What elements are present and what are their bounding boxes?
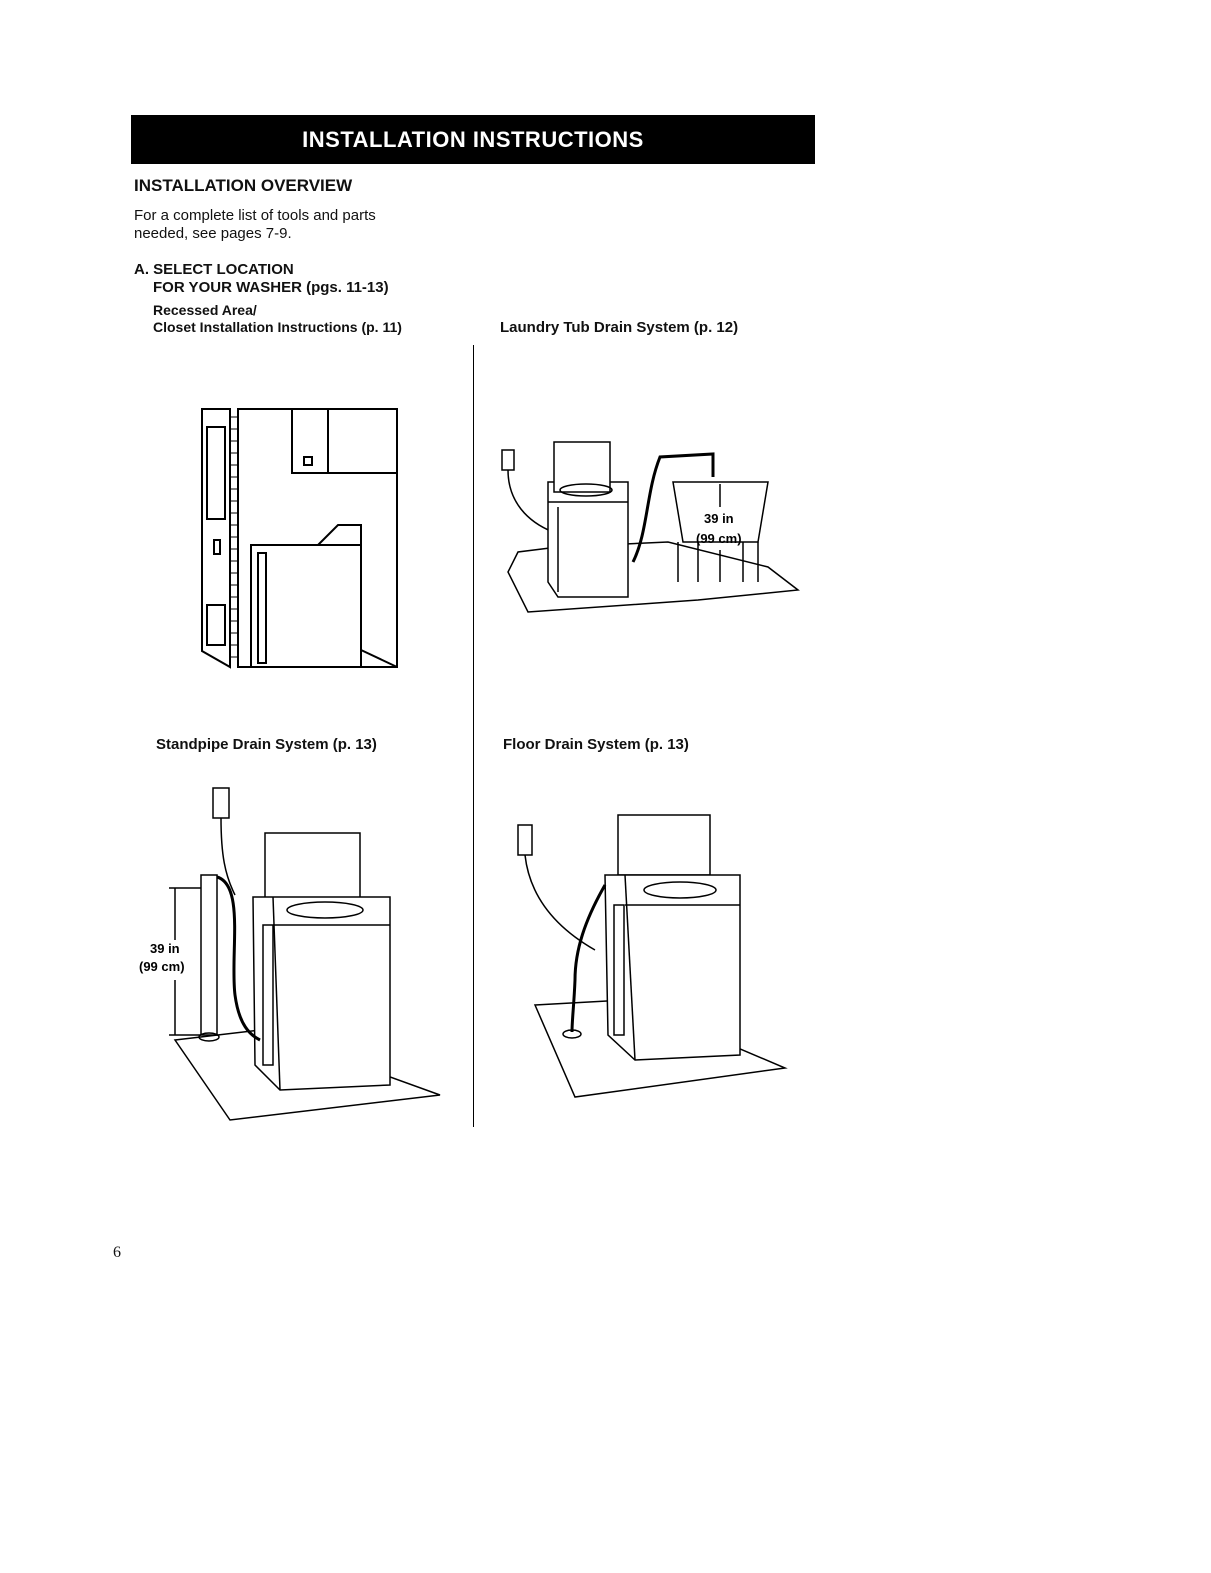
standpipe-height-cm: (99 cm) [139, 959, 185, 974]
floor-drain-illustration [510, 810, 800, 1110]
laundry-tub-illustration [498, 432, 808, 622]
intro-text [134, 207, 454, 243]
page-banner: INSTALLATION INSTRUCTIONS [131, 115, 815, 164]
intro-line-2: needed, see pages 7-9. [134, 225, 292, 242]
standpipe-height-in: 39 in [150, 941, 180, 956]
recessed-closet-caption [153, 302, 402, 336]
step-a-heading [134, 261, 389, 297]
standpipe-illustration [135, 785, 445, 1130]
closet-illustration [198, 405, 403, 675]
intro-line-1: For a complete list of tools and parts [134, 207, 376, 224]
laundry-tub-height-cm: (99 cm) [696, 531, 742, 546]
floor-drain-caption: Floor Drain System (p. 13) [503, 736, 689, 753]
standpipe-caption: Standpipe Drain System (p. 13) [156, 736, 377, 753]
laundry-tub-height-in: 39 in [704, 511, 734, 526]
page-number: 6 [113, 1244, 121, 1261]
step-a-line-1: A. SELECT LOCATION [134, 261, 294, 278]
column-divider [473, 345, 474, 1127]
step-a-line-2: FOR YOUR WASHER (pgs. 11-13) [153, 279, 389, 296]
recessed-caption-line-2: Closet Installation Instructions (p. 11) [153, 319, 402, 335]
section-title: INSTALLATION OVERVIEW [134, 176, 353, 195]
laundry-tub-caption: Laundry Tub Drain System (p. 12) [500, 319, 739, 336]
recessed-caption-line-1: Recessed Area/ [153, 302, 257, 318]
